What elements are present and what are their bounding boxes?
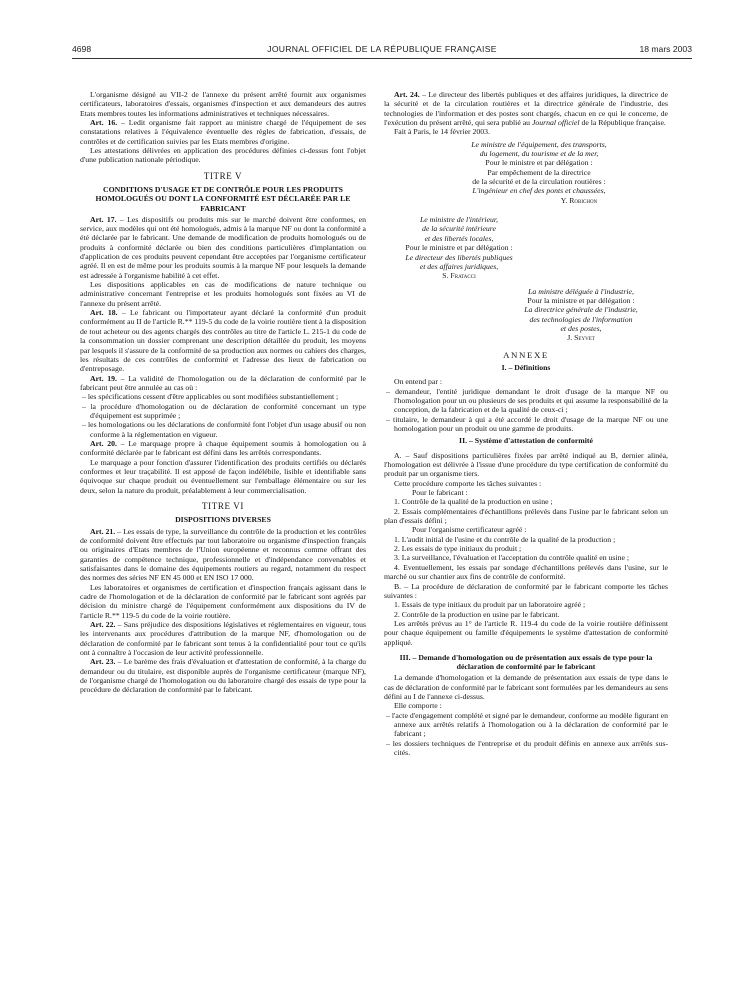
page-number: 4698 [72, 44, 92, 54]
signature-line: Le directeur des libertés publiques [405, 252, 513, 262]
subheading: Pour l'organisme certificateur agréé : [412, 525, 527, 535]
numbered-item: 2. Contrôle de la production en usine par le fabricant. [394, 609, 560, 619]
paragraph: La demande d'homologation et la demande de présentation aux essais de type dans le cas de déclaration de conformité par le fabricant sont formulées par les demandeurs au sens défini au I de l'annexe ci-dessus. [384, 673, 668, 701]
paragraph: Les laboratoires et organismes de certification et d'inspection français agissant dans le cadre de l'homologation et de la déclaration de conformité par le fabricant sont agréés par décision du ministre chargé de l'équipement conformément aux dispositions du IV de l'article R.** 119-5 du code de la voirie routière. [80, 582, 366, 620]
annexe-title: ANNEXE [503, 349, 549, 360]
paragraph: On entend par : [394, 377, 442, 387]
subheading: Pour le fabricant : [412, 488, 468, 498]
paragraph: B. – La procédure de déclaration de conformité par le fabricant comporte les tâches suivantes : [384, 581, 668, 600]
article-text: – Les dispositifs ou produits mis sur le marché doivent être conformes, en service, aux modèles qui ont été homologués, admis à la marque NF ou dont la conformité a été déclarée par le fabricant. Une demande de modification de produits homologués ou de produits à conformité déclarée ou bien des conditions particulières d'implantation ou d'application de ces produits peuvent cependant être acceptées par l'organisme certificateur agréé. Il en est de même pour les produits soumis à la marque NF pour lesquels la demande est adressée à l'organisme habilité à cet effet. [80, 214, 366, 280]
signatory-name: Y. Robichon [560, 195, 598, 205]
signature-line: et des libertés locales, [424, 233, 494, 243]
article-18 [80, 308, 366, 373]
numbered-item: 1. Essais de type initiaux du produit par un laboratoire agréé ; [394, 600, 586, 610]
signature-line: des technologies de l'information [529, 314, 633, 324]
signature-line: Pour le ministre et par délégation : [405, 243, 513, 253]
signature-line: de la sécurité et de la circulation routières : [472, 177, 606, 187]
article-label: Art. 23. [90, 657, 116, 667]
signature-line: La ministre déléguée à l'industrie, [528, 286, 634, 296]
journal-title: JOURNAL OFFICIEL DE LA RÉPUBLIQUE FRANÇAISE [267, 44, 497, 54]
list-item: – l'acte d'engagement complété et signé par le demandeur, conforme au modèle figurant en annexe aux arrêtés relatifs à l'homologation ou à la déclaration de conformité par le fabricant ; [386, 710, 668, 739]
numbered-item: 2. Les essais de type initiaux du produit ; [394, 544, 522, 554]
article-text: – Les essais de type, la surveillance du contrôle de la production et les contrôles de conformité doivent être effectués par tout laboratoire ou organisme d'inspection français ou originaires d'Etats membres de l'Union européenne et reconnus comme offrant des garanties de compétence technique, professionnelle et d'indépendance convenables et satisfaisantes dans le domaine des équipements routiers au regard, notamment du respect des normes des séries NF EN 45 000 et EN ISO 17 000. [80, 526, 366, 583]
article-label: Art. 24. [394, 90, 420, 99]
paragraph: L'organisme désigné au VII-2 de l'annexe du présent arrêté fournit aux organismes certificateurs, laboratoires d'essais, organismes d'inspection et aux demandeurs des autres Etats membres toutes les informations administratives et techniques nécessaires. [80, 90, 366, 118]
titre-vi-heading: DISPOSITIONS DIVERSES [175, 515, 271, 525]
article-text-end: de la République française. [579, 118, 666, 128]
article-label: Art. 16. [90, 118, 118, 128]
article-16 [80, 118, 366, 146]
list-item: – les homologations ou les déclarations de conformité font l'objet d'un usage abusif ou non conforme à la réglementation en vigueur. [82, 420, 366, 439]
paragraph: Les attestations délivrées en application des procédures définies ci-dessus font l'objet d'une publication nationale périodique. [80, 146, 366, 165]
article-label: Art. 21. [90, 526, 116, 536]
numbered-item: 3. La surveillance, l'évaluation et l'acceptation du contrôle qualité en usine ; [394, 553, 629, 563]
signature-line: Pour la ministre et par délégation : [527, 295, 635, 305]
list-item: – les spécifications cessent d'être applicables ou sont modifiées substantiellement ; [82, 392, 339, 402]
article-text: – La validité de l'homologation ou de la déclaration de conformité par le fabricant peut être annulée au cas où : [80, 373, 366, 392]
article-label: Art. 18. [90, 308, 118, 318]
signature-line: et des affaires juridiques, [419, 261, 499, 271]
article-label: Art. 19. [90, 373, 117, 383]
signature-line: du logement, du tourisme et de la mer, [479, 149, 599, 159]
signatory-name: J. Seyvet [567, 333, 595, 343]
page-header [72, 44, 692, 58]
article-21 [80, 527, 366, 583]
article-label: Art. 20. [90, 438, 117, 448]
signature-line: Par empêchement de la directrice [487, 167, 591, 177]
paragraph: Cette procédure comporte les tâches suivantes : [394, 478, 542, 488]
paragraph: Les arrêtés prévus au 1° de l'article R. 119-4 du code de la voirie routière définissent pour chaque équipement ou famille d'équipements le système d'attestation de conformité appliqué. [384, 618, 668, 647]
article-22 [80, 620, 366, 657]
article-19 [80, 374, 366, 393]
paragraph: Les dispositions applicables en cas de modifications de nature technique ou administrative concernant l'entreprise et les produits homologués sont fixées au VI de l'annexe du présent arrêté. [80, 280, 366, 308]
signature-line: de la sécurité intérieure [422, 224, 496, 234]
numbered-item: 4. Eventuellement, les essais par sondage d'échantillons prélevés dans l'usine, sur le marché ou sur chantier aux fins de contrôle de conformité. [384, 562, 668, 582]
article-24 [384, 90, 668, 127]
signature-line: La directrice générale de l'industrie, [524, 305, 638, 315]
signature-line: Pour le ministre et par délégation : [485, 158, 593, 168]
journal-name: Journal officiel [531, 118, 580, 128]
article-text: – Le fabricant ou l'importateur ayant déclaré la conformité d'un produit conformément au II de l'article R.** 119-5 du code de la voirie routière tient à la disposition de tout acheteur ou des agents chargés des contrôles au titre de l'article L. 215-1 du code de la consommation un dossier comprenant une description détaillée du produit, les moyens par lesquels il s'assure de la conformité de sa production aux normes ou cahiers des charges, les résultats de ces contrôles de conformité et l'adresse des lieux de fabrication ou d'entreposage. [80, 308, 366, 374]
numbered-item: 1. Contrôle de la qualité de la production en usine ; [394, 497, 553, 507]
numbered-item: 2. Essais complémentaires d'échantillons prélevés dans l'usine par le fabricant selon un plan d'essais défini ; [384, 506, 668, 526]
article-20 [80, 439, 366, 458]
paragraph: Elle comporte : [394, 701, 442, 711]
article-text: – Ledit organisme fait rapport au ministre chargé de l'équipement de ses constatations relatives à l'équivalence éventuelle des règles de fabrication, d'essais, de contrôles et de certification suivies par les Etats membres d'origine. [80, 118, 366, 146]
signatory-name: S. Fratacci [442, 271, 476, 281]
list-item: – la procédure d'homologation ou de déclaration de conformité concernant un type d'équipement est supprimée ; [82, 401, 366, 420]
numbered-item: 1. L'audit initial de l'usine et du contrôle de la qualité de la production ; [394, 534, 616, 544]
signature-block-equipement [424, 140, 654, 205]
article-label: Art. 17. [90, 214, 117, 224]
section-iii-title: III. – Demande d'homologation ou de présentation aux essais de type pour la déclaration de conformité par le fabricant [399, 652, 653, 672]
header-rule [72, 58, 692, 59]
definition-item: – titulaire, le demandeur à qui a été accordé le droit d'usage de la marque NF ou une homologation pour un produit ou une gamme de produits. [386, 414, 668, 433]
signature-line: et des postes, [560, 323, 602, 333]
article-text: – Le directeur des libertés publiques et des affaires juridiques, la directrice de la sécurité et de la circulation routières et la directrice générale de l'industrie, des technologies de l'information et des postes sont chargés, chacun en ce qui le concerne, de l'exécution du présent arrêté, qui sera publié au [384, 90, 668, 128]
signature-line: Le ministre de l'équipement, des transports, [471, 139, 607, 149]
article-text: – Le marquage propre à chaque équipement soumis à homologation ou à conformité déclarée par le fabricant est défini dans les arrêtés correspondants. [80, 438, 366, 458]
article-17 [80, 215, 366, 280]
article-text: – Sans préjudice des dispositions législatives et réglementaires en vigueur, tous les intervenants aux procédures d'attribution de la marque NF, d'homologation ou de déclaration de conformité par le fabricant sont tenus à la confidentialité pour tout ce qu'ils ont à connaître à l'occasion de leur activité professionnelle. [80, 620, 366, 658]
signature-line: L'ingénieur en chef des ponts et chaussées, [472, 186, 606, 196]
issue-date: 18 mars 2003 [639, 44, 692, 54]
signature-date: Fait à Paris, le 14 février 2003. [394, 127, 490, 137]
signature-line: Le ministre de l'intérieur, [419, 215, 498, 225]
paragraph: A. – Sauf dispositions particulières fixées par arrêté indiqué au B, dernier alinéa, l'homologation est délivrée à l'issue d'une procédure du type certification de conformité du produit par un organisme tiers. [384, 450, 668, 479]
article-23 [80, 657, 366, 694]
titre-v-label: TITRE V [203, 170, 243, 181]
definition-item: – demandeur, l'entité juridique demandant le droit d'usage de la marque NF ou l'homologation pour un ou plusieurs de ses produits et qui assume la responsabilité de la conception, de la fabrication et de la qualité de ceux-ci ; [386, 386, 668, 415]
paragraph: Le marquage a pour fonction d'assurer l'identification des produits certifiés ou déclarés conformes et leur traçabilité. Il est apposé de façon indélébile, lisible et identifiable sans équivoque sur chaque produit ou éventuellement sur l'emballage élémentaire ou sur les deux, selon la nature du produit, préalablement à leur commercialisation. [80, 457, 366, 495]
right-column [384, 90, 668, 757]
signature-block-industrie [494, 287, 668, 343]
list-item: – les dossiers techniques de l'entreprise et du produit définis en annexe aux arrêtés sus-cités. [386, 738, 668, 758]
article-text: – Le barème des frais d'évaluation et d'attestation de conformité, à la charge du demandeur ou du titulaire, est disponible auprès de l'organisme certificateur (marque NF), de l'organisme chargé de l'homologation ou du laboratoire chargé des essais de type pour la procédure de déclaration de conformité par le fabricant. [80, 657, 366, 695]
section-ii-title: II. – Système d'attestation de conformité [459, 436, 593, 446]
titre-v-heading: CONDITIONS D'USAGE ET DE CONTRÔLE POUR LES PRODUITS HOMOLOGUÉS OU DONT LA CONFORMITÉ EST DÉCLARÉE PAR LE FABRICANT [95, 185, 351, 213]
section-i-title: I. – Définitions [501, 362, 551, 372]
signature-block-interieur [384, 215, 534, 280]
left-column [80, 90, 366, 695]
article-label: Art. 22. [90, 620, 116, 629]
titre-vi-label: TITRE VI [202, 501, 244, 512]
